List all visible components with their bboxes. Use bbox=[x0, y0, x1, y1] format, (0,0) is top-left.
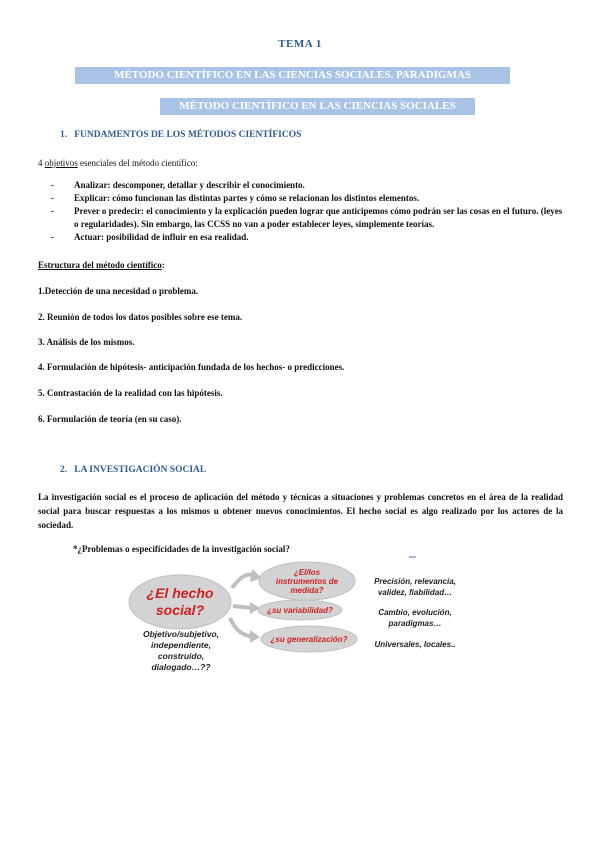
method-step: 1.Detección de una necesidad o problema. bbox=[38, 286, 199, 296]
tema-title: TEMA 1 bbox=[278, 38, 322, 50]
hecho-desc-line: construido, bbox=[157, 651, 205, 661]
main-title-banner: MÉTODO CIENTÍFICO EN LAS CIENCIAS SOCIALES. PARADIGMAS bbox=[75, 67, 510, 84]
bullet-dash: - bbox=[51, 206, 54, 216]
subtitle-banner: MÉTODO CIENTÍFICO EN LAS CIENCIAS SOCIALES bbox=[160, 98, 475, 115]
generalizacion-label: ¿su generalización? bbox=[270, 635, 348, 644]
hecho-desc-line: Objetivo/subjetivo, bbox=[142, 629, 220, 639]
method-step: 3. Análisis de los mismos. bbox=[38, 337, 135, 347]
hecho-desc-line: dialogado…?? bbox=[151, 662, 211, 672]
objetivos-rest: esenciales del método científico: bbox=[77, 158, 198, 168]
bullet-dash: - bbox=[51, 193, 54, 203]
bullet-term: Actuar bbox=[74, 232, 101, 242]
method-step: 2. Reunión de todos los datos posibles sobre ese tema. bbox=[38, 312, 243, 322]
right-desc-line: paradigmas… bbox=[388, 619, 442, 628]
method-step: 5. Contrastación de la realidad con las hipótesis. bbox=[38, 388, 223, 398]
bullet-text: : el conocimiento y la explicación pueden lograr que anticipemos cómo podrán ser las cosas en el futuro. (leyes o regularidades). Sin embargo, las CCSS no van a poder establecer leyes, simplemente teorías. bbox=[74, 206, 563, 229]
instrumentos-line: ¿El/los bbox=[293, 568, 321, 577]
objetivos-list bbox=[38, 179, 563, 244]
bullet-text: : posibilidad de influir en esa realidad. bbox=[101, 232, 249, 242]
variabilidad-label: ¿su variabilidad? bbox=[267, 606, 333, 615]
list-item bbox=[38, 205, 563, 231]
objetivos-line bbox=[38, 157, 198, 170]
hecho-social-line2: social? bbox=[155, 602, 205, 618]
objetivos-word: objetivos bbox=[44, 158, 78, 168]
method-step: 6. Formulación de teoría (en su caso). bbox=[38, 414, 182, 424]
investigacion-diagram bbox=[0, 550, 600, 680]
hecho-desc-line: independiente, bbox=[151, 640, 211, 650]
arrow-down bbox=[230, 618, 252, 636]
right-desc-line: validez, fiabilidad… bbox=[377, 588, 453, 597]
arrow-mid bbox=[233, 606, 252, 608]
instrumentos-line: medida? bbox=[290, 586, 324, 595]
bullet-term: Analizar bbox=[74, 180, 108, 190]
section-1-heading: 1. FUNDAMENTOS DE LOS MÉTODOS CIENTÍFICOS bbox=[60, 130, 302, 140]
objetivos-prefix: 4 bbox=[38, 158, 45, 168]
instrumentos-line: instrumentos de bbox=[275, 577, 339, 586]
section-2-heading: 2. LA INVESTIGACIÓN SOCIAL bbox=[60, 465, 207, 475]
right-desc-line: Cambio, evolución, bbox=[378, 608, 452, 617]
bullet-term: Explicar bbox=[74, 193, 107, 203]
bullet-dash: - bbox=[51, 180, 54, 190]
list-item bbox=[38, 179, 563, 192]
estructura-colon: : bbox=[161, 260, 165, 270]
bullet-term: Prever o predecir bbox=[74, 206, 141, 216]
bullet-text: : descomponer, detallar y describir el conocimiento. bbox=[107, 180, 305, 190]
hecho-social-line1: ¿El hecho bbox=[146, 585, 214, 601]
right-desc-line: Precisión, relevancia, bbox=[374, 577, 456, 586]
list-item bbox=[38, 192, 563, 205]
bullet-text: : cómo funcionan las distintas partes y cómo se relacionan los distintos elementos. bbox=[107, 193, 420, 203]
question-line: *¿Problemas o especificidades de la investigación social? bbox=[73, 544, 290, 554]
list-item bbox=[38, 231, 563, 244]
investigacion-paragraph: La investigación social es el proceso de aplicación del método y técnicas a situaciones y problemas concretos en el área de la realidad social para buscar respuestas a los mismos u obtener nuevos conocimientos. El hecho social es algo realizado por los actores de la sociedad. bbox=[38, 492, 563, 530]
method-step: 4. Formulación de hipótesis- anticipación fundada de los hechos- o predicciones. bbox=[38, 362, 345, 372]
estructura-title-text: Estructura del método científico bbox=[38, 260, 162, 270]
arrow-down-head bbox=[250, 630, 260, 643]
estructura-title bbox=[38, 259, 165, 272]
bullet-dash: - bbox=[51, 232, 54, 242]
right-desc-line: Universales, locales.. bbox=[374, 640, 456, 649]
